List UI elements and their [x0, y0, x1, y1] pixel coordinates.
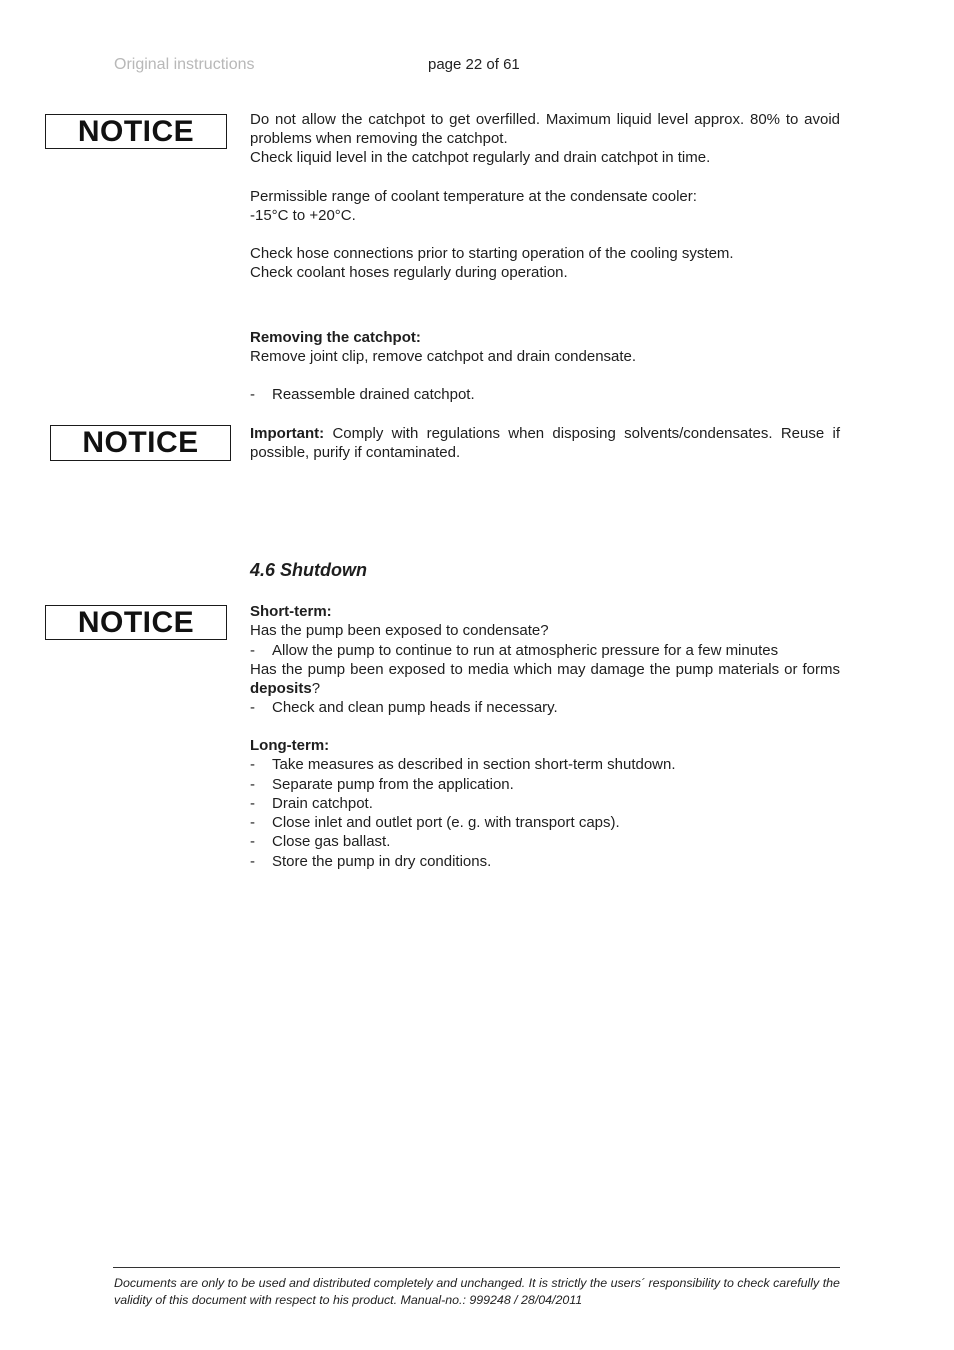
- list-item: - Check and clean pump heads if necessary.: [250, 698, 840, 717]
- list-item: - Drain catchpot.: [250, 794, 840, 813]
- list-item: - Store the pump in dry conditions.: [250, 852, 840, 871]
- question-text: Has the pump been exposed to media which may damage the pump materials or forms: [250, 660, 840, 678]
- list-item: - Close gas ballast.: [250, 832, 840, 851]
- coolant-temperature-range: -15°C to +20°C.: [250, 207, 356, 225]
- list-item: - Allow the pump to continue to run at atmospheric pressure for a few minutes: [250, 641, 840, 660]
- long-term-section: [250, 736, 840, 871]
- hose-check-text: Check hose connections prior to starting operation of the cooling system.: [250, 245, 734, 262]
- short-term-section: [250, 602, 840, 718]
- short-term-heading: Short-term:: [250, 603, 332, 620]
- removing-catchpot-heading: Removing the catchpot:: [250, 329, 421, 346]
- notice-box: NOTICE: [50, 425, 231, 461]
- important-label: Important:: [250, 425, 325, 442]
- removing-catchpot-text: Remove joint clip, remove catchpot and drain condensate.: [250, 348, 637, 366]
- page-number: page 22 of 61: [428, 56, 520, 73]
- footer-divider: [113, 1267, 840, 1268]
- important-paragraph: [250, 424, 840, 463]
- section-title: 4.6 Shutdown: [250, 560, 367, 580]
- catchpot-level-paragraph: Do not allow the catchpot to get overfilled. Maximum liquid level approx. 80% to avoid problems when removing the catchpot.: [250, 111, 840, 148]
- document-header-label: Original instructions: [114, 56, 255, 73]
- notice-box: NOTICE: [45, 605, 227, 640]
- long-term-heading: Long-term:: [250, 737, 330, 754]
- list-item: - Reassemble drained catchpot.: [250, 385, 840, 404]
- short-term-question: Has the pump been exposed to condensate?: [250, 622, 549, 640]
- important-text: Comply with regulations when disposing solvents/condensates. Reuse if possible, purify if contaminated.: [250, 425, 840, 462]
- hose-check-paragraph: [250, 244, 840, 283]
- deposits-term: deposits: [250, 680, 312, 698]
- coolant-temperature-text: Permissible range of coolant temperature at the condensate cooler:: [250, 188, 697, 205]
- hose-check-text: Check coolant hoses regularly during operation.: [250, 264, 568, 282]
- short-term-question: [250, 660, 840, 699]
- list-item: - Take measures as described in section short-term shutdown.: [250, 755, 840, 774]
- coolant-temperature-paragraph: [250, 187, 840, 226]
- reassemble-list: [250, 385, 840, 404]
- catchpot-check-paragraph: Check liquid level in the catchpot regularly and drain catchpot in time.: [250, 149, 711, 166]
- removing-catchpot-section: [250, 328, 840, 367]
- footer-disclaimer: Documents are only to be used and distributed completely and unchanged. It is strictly the users´ responsibility to check carefully the validity of this document with respect to his product. Manual-no.: 999248 / 28/04/2011: [114, 1276, 840, 1307]
- question-mark: ?: [311, 680, 321, 698]
- notice-box: NOTICE: [45, 114, 227, 149]
- list-item: - Close inlet and outlet port (e. g. with transport caps).: [250, 813, 840, 832]
- list-item: - Separate pump from the application.: [250, 775, 840, 794]
